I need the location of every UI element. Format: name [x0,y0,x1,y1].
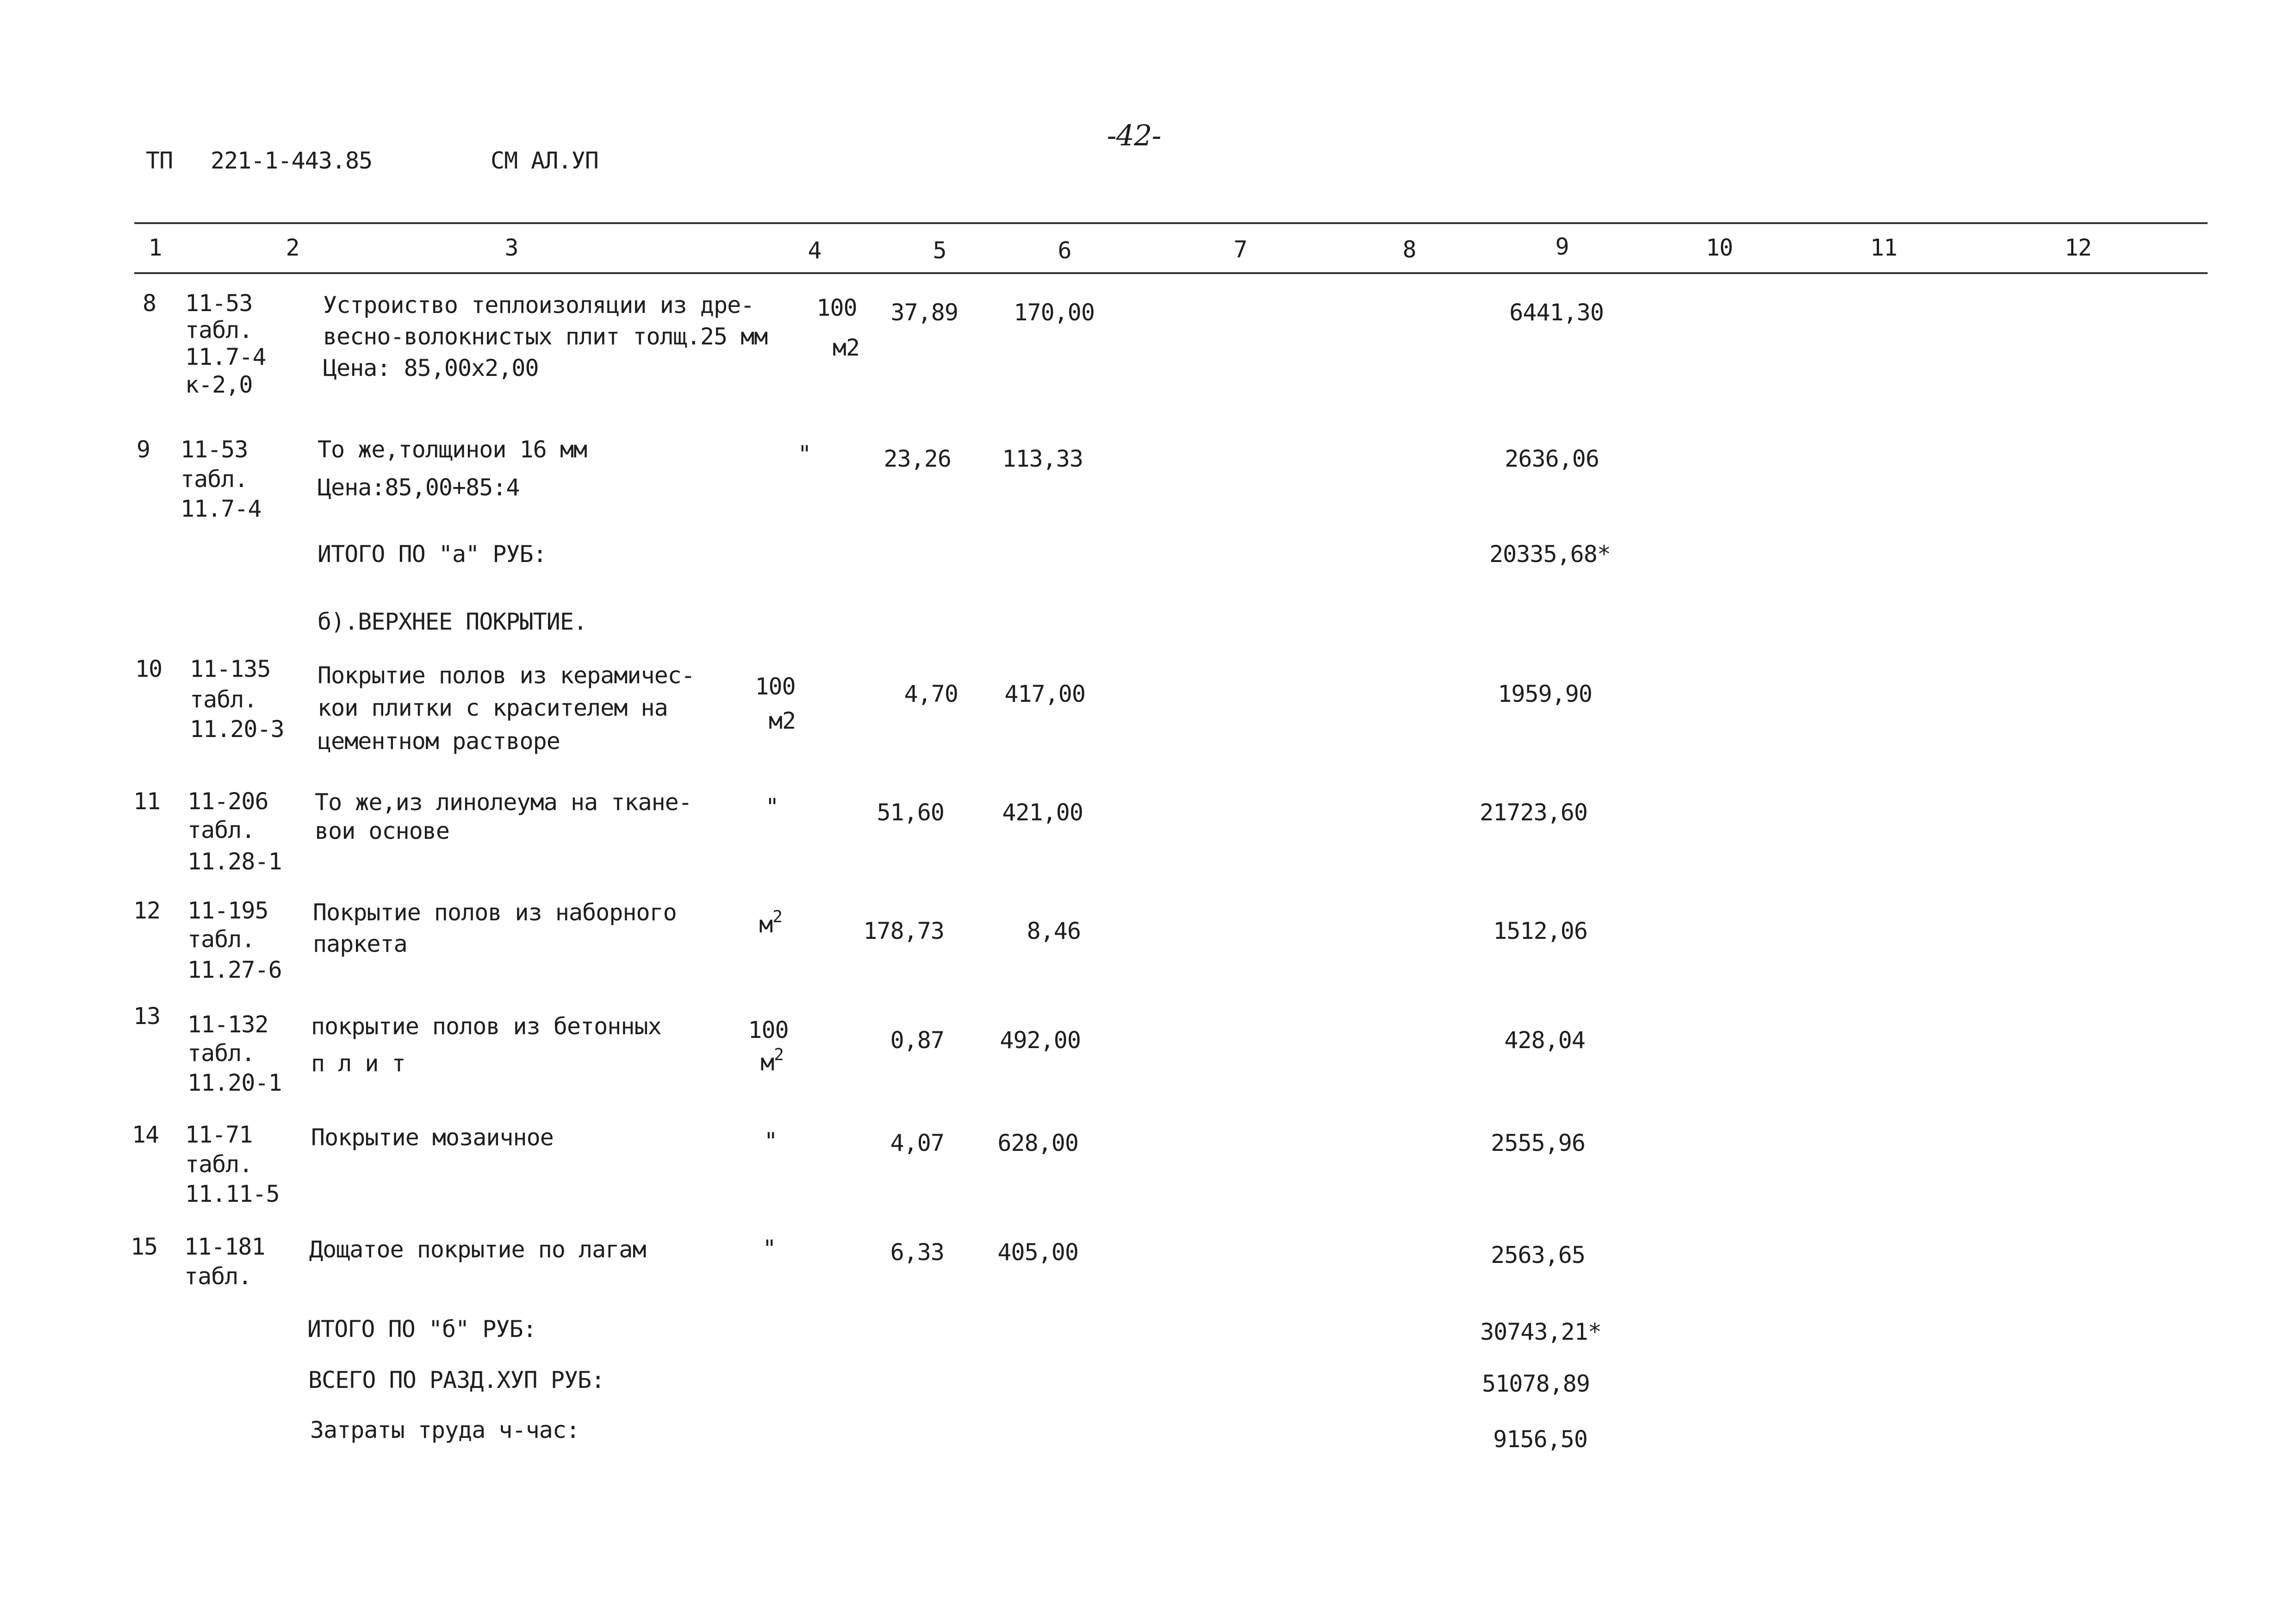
row-number: 15 [131,1233,158,1260]
row-unit: " [765,793,779,820]
row-description: То же,из линолеума на ткане- [315,789,692,816]
row-code: 11-206 [187,788,268,815]
section-total-label: ВСЕГО ПО РАЗД.ХУП РУБ: [308,1367,605,1393]
row-total: 2636,06 [1505,445,1599,472]
row-total: 1959,90 [1498,681,1592,707]
row-description: цементном растворе [317,728,560,755]
row-description: Цена:85,00+85:4 [317,474,520,501]
subtotal-b-value: 30743,21* [1480,1318,1601,1345]
row-unit: " [764,1128,778,1155]
row-unit: $м^2$ [759,907,782,938]
row-code: 11.20-1 [187,1069,282,1096]
row-code: табл. [184,1263,252,1290]
row-description: Покрытие полов из наборного [313,899,677,926]
row-description: п л и т [311,1050,405,1077]
column-number: 10 [1705,234,1733,261]
row-total: 1512,06 [1493,918,1587,944]
page-number: -42- [1107,119,1161,152]
subtotal-a-label: ИТОГО ПО "а" РУБ: [317,541,547,568]
row-quantity: 0,87 [890,1027,944,1054]
row-code: табл. [185,317,253,344]
row-code: табл. [187,1040,255,1067]
row-unit: 100 [755,673,796,700]
row-number: 10 [135,656,162,682]
row-total: 6441,30 [1509,299,1604,326]
row-price: 628,00 [997,1130,1078,1156]
column-number: 3 [504,234,518,261]
section-total-value: 51078,89 [1482,1370,1590,1397]
row-code: табл. [185,1151,253,1178]
header-bottom-rule [134,272,2208,274]
row-code: 11.20-3 [190,716,284,743]
row-code: табл. [187,817,255,843]
row-code: 11.7-4 [180,495,261,522]
row-price: 8,46 [1027,918,1081,944]
row-quantity: 37,89 [890,299,958,326]
column-number: 4 [808,237,821,264]
row-description: Покрытие мозаичное [311,1124,554,1151]
row-price: 492,00 [1000,1027,1081,1054]
row-total: 2563,65 [1491,1242,1585,1268]
row-number: 9 [137,436,150,463]
row-unit: 100 [748,1017,789,1043]
row-number: 11 [133,788,161,815]
header-album: СМ АЛ.УП [491,147,598,174]
row-price: 421,00 [1002,799,1083,826]
row-code: 11-53 [180,436,248,463]
row-description: весно-волокнистых плит толщ.25 мм [323,323,768,350]
row-code: табл. [190,686,257,713]
subtotal-a-value: 20335,68* [1489,541,1611,568]
row-quantity: 51,60 [877,799,944,826]
row-code: 11-71 [185,1121,253,1148]
row-unit-2: $м^2$ [760,1045,784,1076]
row-quantity: 178,73 [863,918,944,944]
row-code: 11-53 [185,290,253,317]
row-description: Покрытие полов из керамичес- [317,662,695,689]
row-description: Устроиство теплоизоляции из дре- [323,292,754,319]
row-description: То же,толщинои 16 мм [317,436,587,463]
labor-label: Затраты труда ч-час: [310,1417,580,1443]
column-number: 5 [933,237,946,264]
header-top-rule [134,222,2208,224]
column-number: 1 [148,234,162,261]
row-code: 11.11-5 [185,1181,280,1207]
row-description: паркета [313,931,407,957]
column-number: 12 [2064,234,2092,261]
row-quantity: 4,07 [890,1130,944,1156]
column-number: 2 [286,234,299,261]
row-total: 21723,60 [1480,799,1587,826]
row-price: 405,00 [997,1239,1078,1266]
row-code: табл. [180,466,248,493]
row-unit: " [762,1235,776,1262]
section-heading: б).ВЕРХНЕЕ ПОКРЫТИЕ. [317,608,587,635]
row-description: покрытие полов из бетонных [311,1013,661,1040]
labor-value: 9156,50 [1493,1426,1587,1453]
row-total: 428,04 [1504,1027,1585,1054]
row-unit: 100 [816,294,857,321]
row-code: 11-195 [187,897,268,924]
row-number: 13 [133,1003,161,1030]
row-description: кои плитки с красителем на [317,694,668,721]
row-number: 8 [143,290,156,317]
row-description: Дощатое покрытие по лагам [309,1236,646,1263]
row-quantity: 6,33 [890,1239,944,1266]
row-total: 2555,96 [1491,1130,1585,1156]
row-code: 11.7-4 [185,344,266,370]
row-unit-2: м2 [832,334,860,361]
row-code: 11-181 [184,1233,265,1260]
row-unit: " [797,441,811,468]
row-quantity: 23,26 [884,445,951,472]
row-code: 11-132 [187,1011,268,1038]
column-number: 9 [1555,233,1569,260]
row-code: 11.27-6 [187,956,282,983]
row-code: 11.28-1 [187,848,282,875]
column-number: 6 [1058,237,1071,264]
row-code: 11-135 [190,656,271,682]
row-quantity: 4,70 [904,681,958,707]
row-unit-2: м2 [768,707,796,734]
column-number: 11 [1870,234,1898,261]
row-description: Цена: 85,00х2,00 [323,355,539,381]
row-code: табл. [187,926,255,953]
row-code: к-2,0 [185,371,253,398]
row-price: 113,33 [1002,445,1083,472]
row-number: 12 [133,897,161,924]
column-number: 8 [1402,236,1416,263]
row-number: 14 [132,1121,159,1148]
header-tp: ТП [146,147,173,174]
row-price: 170,00 [1014,299,1095,326]
header-code: 221-1-443.85 [211,147,373,174]
subtotal-b-label: ИТОГО ПО "б" РУБ: [307,1316,536,1343]
row-description: вои основе [315,818,450,844]
row-price: 417,00 [1004,681,1085,707]
column-number: 7 [1233,236,1247,263]
